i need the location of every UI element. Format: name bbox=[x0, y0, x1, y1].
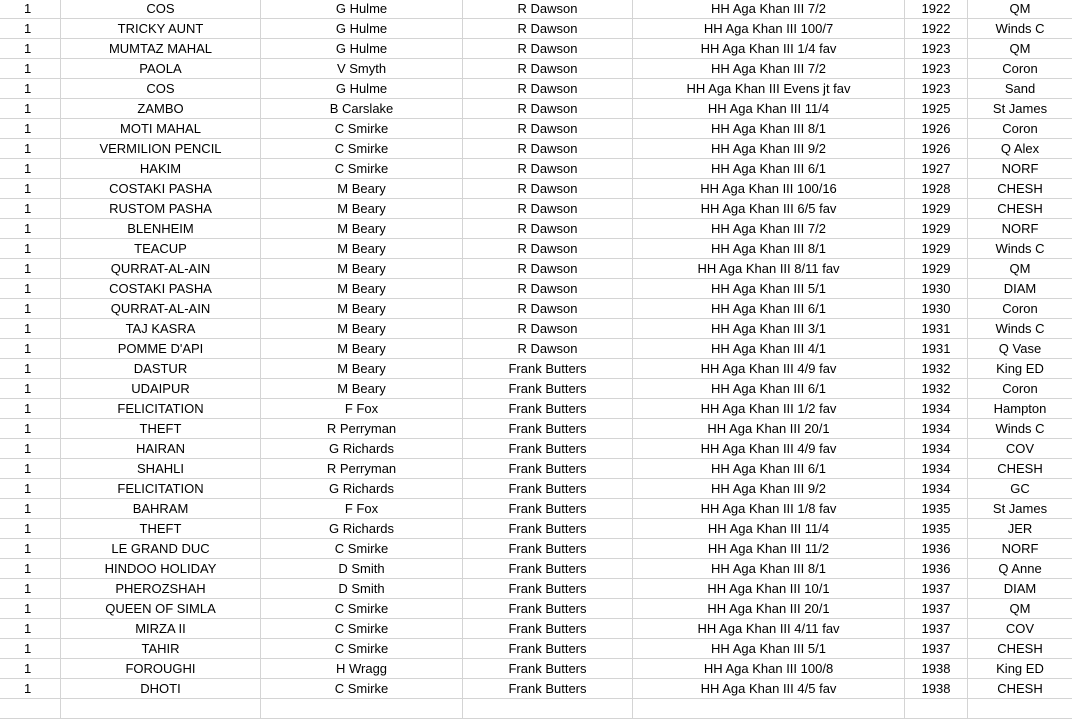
jockey-cell[interactable]: G Hulme bbox=[261, 39, 463, 58]
placing-cell[interactable]: 1 bbox=[0, 159, 61, 178]
year-cell[interactable]: 1923 bbox=[905, 59, 968, 78]
owner-odds-cell[interactable]: HH Aga Khan III 8/1 bbox=[633, 119, 905, 138]
placing-cell[interactable]: 1 bbox=[0, 559, 61, 578]
trainer-cell[interactable]: R Dawson bbox=[463, 259, 633, 278]
owner-odds-cell[interactable]: HH Aga Khan III 1/2 fav bbox=[633, 399, 905, 418]
year-cell[interactable]: 1929 bbox=[905, 239, 968, 258]
table-row bbox=[0, 539, 1072, 559]
owner-odds-cell[interactable]: HH Aga Khan III 6/1 bbox=[633, 299, 905, 318]
horse-cell[interactable]: UDAIPUR bbox=[61, 379, 261, 398]
jockey-cell[interactable]: G Richards bbox=[261, 439, 463, 458]
year-cell[interactable]: 1936 bbox=[905, 539, 968, 558]
jockey-cell[interactable]: C Smirke bbox=[261, 599, 463, 618]
jockey-cell[interactable]: M Beary bbox=[261, 379, 463, 398]
trainer-cell[interactable]: Frank Butters bbox=[463, 479, 633, 498]
year-cell[interactable]: 1931 bbox=[905, 319, 968, 338]
owner-odds-cell[interactable]: HH Aga Khan III 20/1 bbox=[633, 599, 905, 618]
trainer-cell[interactable]: Frank Butters bbox=[463, 559, 633, 578]
horse-cell[interactable]: QUEEN OF SIMLA bbox=[61, 599, 261, 618]
year-cell[interactable]: 1934 bbox=[905, 439, 968, 458]
table-row bbox=[0, 699, 1072, 719]
jockey-cell[interactable]: M Beary bbox=[261, 259, 463, 278]
jockey-cell[interactable]: M Beary bbox=[261, 239, 463, 258]
table-row bbox=[0, 199, 1072, 219]
horse-cell[interactable]: COS bbox=[61, 79, 261, 98]
race-cell[interactable]: QM bbox=[1009, 41, 1031, 56]
trainer-cell[interactable]: R Dawson bbox=[463, 239, 633, 258]
owner-odds-cell[interactable]: HH Aga Khan III 7/2 bbox=[633, 59, 905, 78]
jockey-cell[interactable]: C Smirke bbox=[261, 139, 463, 158]
jockey-cell[interactable]: B Carslake bbox=[261, 99, 463, 118]
table-row bbox=[0, 419, 1072, 439]
horse-cell[interactable]: TAJ KASRA bbox=[61, 319, 261, 338]
placing-cell[interactable] bbox=[0, 699, 61, 718]
placing-cell[interactable]: 1 bbox=[0, 79, 61, 98]
placing-cell[interactable]: 1 bbox=[0, 519, 61, 538]
trainer-cell[interactable]: R Dawson bbox=[463, 279, 633, 298]
horse-cell[interactable]: THEFT bbox=[61, 419, 261, 438]
year-cell[interactable]: 1926 bbox=[905, 119, 968, 138]
jockey-cell[interactable]: M Beary bbox=[261, 179, 463, 198]
trainer-cell[interactable]: R Dawson bbox=[463, 319, 633, 338]
jockey-cell[interactable]: V Smyth bbox=[261, 59, 463, 78]
race-cell[interactable]: Coron bbox=[1002, 61, 1038, 76]
trainer-cell[interactable] bbox=[463, 699, 633, 718]
trainer-cell[interactable]: R Dawson bbox=[463, 19, 633, 38]
race-cell[interactable]: CHESH bbox=[997, 181, 1043, 196]
placing-cell[interactable]: 1 bbox=[0, 479, 61, 498]
placing-cell[interactable]: 1 bbox=[0, 59, 61, 78]
placing-cell[interactable]: 1 bbox=[0, 219, 61, 238]
owner-odds-cell[interactable]: HH Aga Khan III 7/2 bbox=[633, 219, 905, 238]
year-cell[interactable]: 1928 bbox=[905, 179, 968, 198]
jockey-cell[interactable]: C Smirke bbox=[261, 619, 463, 638]
race-cell[interactable]: Coron bbox=[1002, 301, 1038, 316]
jockey-cell[interactable]: C Smirke bbox=[261, 639, 463, 658]
trainer-cell[interactable]: Frank Butters bbox=[463, 519, 633, 538]
race-cell[interactable]: QM bbox=[1009, 1, 1031, 16]
placing-cell[interactable]: 1 bbox=[0, 319, 61, 338]
owner-odds-cell[interactable]: HH Aga Khan III 6/1 bbox=[633, 459, 905, 478]
horse-cell[interactable]: MIRZA II bbox=[61, 619, 261, 638]
placing-cell[interactable]: 1 bbox=[0, 259, 61, 278]
race-cell[interactable]: St James bbox=[992, 101, 1048, 116]
placing-cell[interactable]: 1 bbox=[0, 279, 61, 298]
race-cell[interactable]: NORF bbox=[1001, 161, 1039, 176]
race-cell[interactable]: QM bbox=[1009, 261, 1031, 276]
owner-odds-cell[interactable]: HH Aga Khan III 4/11 fav bbox=[633, 619, 905, 638]
trainer-cell[interactable]: Frank Butters bbox=[463, 499, 633, 518]
race-cell[interactable]: Coron bbox=[1002, 121, 1038, 136]
race-cell[interactable]: Winds C bbox=[995, 241, 1045, 256]
owner-odds-cell[interactable]: HH Aga Khan III 100/8 bbox=[633, 659, 905, 678]
table-row bbox=[0, 0, 1072, 19]
horse-cell[interactable]: FELICITATION bbox=[61, 479, 261, 498]
race-cell[interactable]: Q Vase bbox=[998, 341, 1042, 356]
owner-odds-cell[interactable]: HH Aga Khan III 9/2 bbox=[633, 479, 905, 498]
jockey-cell[interactable]: C Smirke bbox=[261, 539, 463, 558]
table-row bbox=[0, 499, 1072, 519]
race-cell[interactable]: DIAM bbox=[1003, 281, 1037, 296]
table-row bbox=[0, 639, 1072, 659]
jockey-cell[interactable]: C Smirke bbox=[261, 119, 463, 138]
jockey-cell[interactable]: M Beary bbox=[261, 299, 463, 318]
year-cell[interactable]: 1938 bbox=[905, 659, 968, 678]
race-cell[interactable] bbox=[968, 699, 1072, 718]
owner-odds-cell[interactable]: HH Aga Khan III 6/5 fav bbox=[633, 199, 905, 218]
horse-cell[interactable]: VERMILION PENCIL bbox=[61, 139, 261, 158]
horse-cell[interactable]: PAOLA bbox=[61, 59, 261, 78]
jockey-cell[interactable]: M Beary bbox=[261, 339, 463, 358]
table-row bbox=[0, 579, 1072, 599]
jockey-cell[interactable]: M Beary bbox=[261, 319, 463, 338]
table-row bbox=[0, 139, 1072, 159]
placing-cell[interactable]: 1 bbox=[0, 439, 61, 458]
table-row bbox=[0, 39, 1072, 59]
owner-odds-cell[interactable] bbox=[633, 699, 905, 718]
year-cell[interactable]: 1922 bbox=[905, 19, 968, 38]
race-cell[interactable]: Winds C bbox=[995, 421, 1045, 436]
year-cell[interactable]: 1937 bbox=[905, 599, 968, 618]
jockey-cell[interactable]: G Hulme bbox=[261, 19, 463, 38]
horse-cell[interactable]: TRICKY AUNT bbox=[61, 19, 261, 38]
owner-odds-cell[interactable]: HH Aga Khan III 9/2 bbox=[633, 139, 905, 158]
trainer-cell[interactable]: R Dawson bbox=[463, 139, 633, 158]
horse-cell[interactable]: MOTI MAHAL bbox=[61, 119, 261, 138]
table-row bbox=[0, 179, 1072, 199]
jockey-cell[interactable]: M Beary bbox=[261, 219, 463, 238]
horse-cell[interactable]: ZAMBO bbox=[61, 99, 261, 118]
year-cell[interactable]: 1934 bbox=[905, 419, 968, 438]
owner-odds-cell[interactable]: HH Aga Khan III 5/1 bbox=[633, 279, 905, 298]
horse-cell[interactable]: HINDOO HOLIDAY bbox=[61, 559, 261, 578]
race-cell[interactable]: CHESH bbox=[997, 201, 1043, 216]
trainer-cell[interactable]: Frank Butters bbox=[463, 419, 633, 438]
owner-odds-cell[interactable]: HH Aga Khan III 6/1 bbox=[633, 159, 905, 178]
trainer-cell[interactable]: Frank Butters bbox=[463, 439, 633, 458]
race-cell[interactable]: Sand bbox=[1004, 81, 1036, 96]
race-cell[interactable]: NORF bbox=[1001, 541, 1039, 556]
horse-cell[interactable]: FOROUGHI bbox=[61, 659, 261, 678]
horse-cell[interactable]: DHOTI bbox=[61, 679, 261, 698]
table-row bbox=[0, 259, 1072, 279]
horse-cell[interactable]: DASTUR bbox=[61, 359, 261, 378]
trainer-cell[interactable]: R Dawson bbox=[463, 159, 633, 178]
owner-odds-cell[interactable]: HH Aga Khan III 11/4 bbox=[633, 99, 905, 118]
year-cell[interactable]: 1935 bbox=[905, 499, 968, 518]
race-cell[interactable]: CHESH bbox=[997, 641, 1043, 656]
owner-odds-cell[interactable]: HH Aga Khan III Evens jt fav bbox=[633, 79, 905, 98]
year-cell[interactable]: 1923 bbox=[905, 79, 968, 98]
placing-cell[interactable]: 1 bbox=[0, 379, 61, 398]
year-cell[interactable]: 1931 bbox=[905, 339, 968, 358]
horse-cell[interactable]: LE GRAND DUC bbox=[61, 539, 261, 558]
trainer-cell[interactable]: R Dawson bbox=[463, 179, 633, 198]
trainer-cell[interactable]: R Dawson bbox=[463, 99, 633, 118]
year-cell[interactable]: 1929 bbox=[905, 219, 968, 238]
trainer-cell[interactable]: R Dawson bbox=[463, 79, 633, 98]
table-row bbox=[0, 619, 1072, 639]
race-cell[interactable]: NORF bbox=[1001, 221, 1039, 236]
placing-cell[interactable]: 1 bbox=[0, 299, 61, 318]
trainer-cell[interactable]: Frank Butters bbox=[463, 539, 633, 558]
table-row bbox=[0, 59, 1072, 79]
race-cell[interactable]: Hampton bbox=[993, 401, 1047, 416]
table-row bbox=[0, 19, 1072, 39]
placing-cell[interactable]: 1 bbox=[0, 499, 61, 518]
year-cell[interactable]: 1930 bbox=[905, 279, 968, 298]
placing-cell[interactable]: 1 bbox=[0, 419, 61, 438]
placing-cell[interactable]: 1 bbox=[0, 399, 61, 418]
trainer-cell[interactable]: Frank Butters bbox=[463, 599, 633, 618]
owner-odds-cell[interactable]: HH Aga Khan III 10/1 bbox=[633, 579, 905, 598]
table-row bbox=[0, 299, 1072, 319]
owner-odds-cell[interactable]: HH Aga Khan III 4/9 fav bbox=[633, 439, 905, 458]
placing-cell[interactable]: 1 bbox=[0, 199, 61, 218]
table-row bbox=[0, 319, 1072, 339]
horse-cell[interactable]: MUMTAZ MAHAL bbox=[61, 39, 261, 58]
trainer-cell[interactable]: R Dawson bbox=[463, 299, 633, 318]
trainer-cell[interactable]: Frank Butters bbox=[463, 459, 633, 478]
placing-cell[interactable]: 1 bbox=[0, 659, 61, 678]
year-cell[interactable]: 1936 bbox=[905, 559, 968, 578]
table-row bbox=[0, 159, 1072, 179]
race-cell[interactable]: GC bbox=[1010, 481, 1030, 496]
placing-cell[interactable]: 1 bbox=[0, 39, 61, 58]
year-cell[interactable] bbox=[905, 699, 968, 718]
year-cell[interactable]: 1923 bbox=[905, 39, 968, 58]
trainer-cell[interactable]: R Dawson bbox=[463, 219, 633, 238]
year-cell[interactable]: 1937 bbox=[905, 619, 968, 638]
horse-cell[interactable]: RUSTOM PASHA bbox=[61, 199, 261, 218]
horse-cell[interactable] bbox=[61, 699, 261, 718]
owner-odds-cell[interactable]: HH Aga Khan III 7/2 bbox=[633, 0, 905, 18]
race-cell[interactable]: QM bbox=[1009, 601, 1031, 616]
jockey-cell[interactable]: D Smith bbox=[261, 559, 463, 578]
table-row bbox=[0, 599, 1072, 619]
owner-odds-cell[interactable]: HH Aga Khan III 8/11 fav bbox=[633, 259, 905, 278]
placing-cell[interactable]: 1 bbox=[0, 599, 61, 618]
trainer-cell[interactable]: R Dawson bbox=[463, 59, 633, 78]
jockey-cell[interactable]: G Richards bbox=[261, 519, 463, 538]
race-cell[interactable]: Q Alex bbox=[1000, 141, 1040, 156]
table-row bbox=[0, 379, 1072, 399]
horse-cell[interactable]: BAHRAM bbox=[61, 499, 261, 518]
jockey-cell[interactable]: F Fox bbox=[261, 399, 463, 418]
horse-cell[interactable]: COSTAKI PASHA bbox=[61, 179, 261, 198]
owner-odds-cell[interactable]: HH Aga Khan III 4/9 fav bbox=[633, 359, 905, 378]
trainer-cell[interactable]: Frank Butters bbox=[463, 619, 633, 638]
jockey-cell[interactable] bbox=[261, 699, 463, 718]
year-cell[interactable]: 1932 bbox=[905, 359, 968, 378]
placing-cell[interactable]: 1 bbox=[0, 239, 61, 258]
jockey-cell[interactable]: M Beary bbox=[261, 359, 463, 378]
horse-cell[interactable]: THEFT bbox=[61, 519, 261, 538]
jockey-cell[interactable]: G Hulme bbox=[261, 79, 463, 98]
trainer-cell[interactable]: Frank Butters bbox=[463, 659, 633, 678]
horse-cell[interactable]: QURRAT-AL-AIN bbox=[61, 259, 261, 278]
year-cell[interactable]: 1935 bbox=[905, 519, 968, 538]
race-cell[interactable]: DIAM bbox=[1003, 581, 1037, 596]
owner-odds-cell[interactable]: HH Aga Khan III 6/1 bbox=[633, 379, 905, 398]
placing-cell[interactable]: 1 bbox=[0, 459, 61, 478]
jockey-cell[interactable]: M Beary bbox=[261, 279, 463, 298]
race-cell[interactable]: Winds C bbox=[995, 321, 1045, 336]
horse-cell[interactable]: HAIRAN bbox=[61, 439, 261, 458]
race-cell[interactable]: JER bbox=[1007, 521, 1033, 536]
horse-cell[interactable]: COSTAKI PASHA bbox=[61, 279, 261, 298]
horse-cell[interactable]: TEACUP bbox=[61, 239, 261, 258]
placing-cell[interactable]: 1 bbox=[0, 619, 61, 638]
owner-odds-cell[interactable]: HH Aga Khan III 11/4 bbox=[633, 519, 905, 538]
table-row bbox=[0, 519, 1072, 539]
table-row bbox=[0, 99, 1072, 119]
jockey-cell[interactable]: F Fox bbox=[261, 499, 463, 518]
table-row bbox=[0, 659, 1072, 679]
race-cell[interactable]: Coron bbox=[1002, 381, 1038, 396]
table-row bbox=[0, 359, 1072, 379]
year-cell[interactable]: 1937 bbox=[905, 579, 968, 598]
horse-cell[interactable]: SHAHLI bbox=[61, 459, 261, 478]
trainer-cell[interactable]: Frank Butters bbox=[463, 379, 633, 398]
table-row bbox=[0, 79, 1072, 99]
jockey-cell[interactable]: H Wragg bbox=[261, 659, 463, 678]
owner-odds-cell[interactable]: HH Aga Khan III 8/1 bbox=[633, 559, 905, 578]
race-cell[interactable]: King ED bbox=[996, 361, 1044, 376]
horse-cell[interactable]: POMME D'API bbox=[61, 339, 261, 358]
year-cell[interactable]: 1932 bbox=[905, 379, 968, 398]
year-cell[interactable]: 1929 bbox=[905, 259, 968, 278]
owner-odds-cell[interactable]: HH Aga Khan III 1/8 fav bbox=[633, 499, 905, 518]
jockey-cell[interactable]: G Richards bbox=[261, 479, 463, 498]
table-row bbox=[0, 679, 1072, 699]
jockey-cell[interactable]: R Perryman bbox=[261, 419, 463, 438]
jockey-cell[interactable]: R Perryman bbox=[261, 459, 463, 478]
placing-cell[interactable]: 1 bbox=[0, 139, 61, 158]
horse-cell[interactable]: PHEROZSHAH bbox=[61, 579, 261, 598]
race-cell[interactable]: COV bbox=[1005, 441, 1035, 456]
owner-odds-cell[interactable]: HH Aga Khan III 1/4 fav bbox=[633, 39, 905, 58]
horse-cell[interactable]: FELICITATION bbox=[61, 399, 261, 418]
year-cell[interactable]: 1938 bbox=[905, 679, 968, 698]
year-cell[interactable]: 1934 bbox=[905, 459, 968, 478]
table-row bbox=[0, 279, 1072, 299]
jockey-cell[interactable]: D Smith bbox=[261, 579, 463, 598]
race-cell[interactable]: Winds C bbox=[995, 21, 1045, 36]
trainer-cell[interactable]: R Dawson bbox=[463, 39, 633, 58]
race-cell[interactable]: St James bbox=[992, 501, 1048, 516]
trainer-cell[interactable]: Frank Butters bbox=[463, 359, 633, 378]
owner-odds-cell[interactable]: HH Aga Khan III 8/1 bbox=[633, 239, 905, 258]
table-row bbox=[0, 119, 1072, 139]
jockey-cell[interactable]: C Smirke bbox=[261, 159, 463, 178]
horse-cell[interactable]: TAHIR bbox=[61, 639, 261, 658]
placing-cell[interactable]: 1 bbox=[0, 579, 61, 598]
placing-cell[interactable]: 1 bbox=[0, 19, 61, 38]
table-row bbox=[0, 219, 1072, 239]
race-cell[interactable]: CHESH bbox=[997, 681, 1043, 696]
race-cell[interactable]: COV bbox=[1005, 621, 1035, 636]
trainer-cell[interactable]: R Dawson bbox=[463, 0, 633, 18]
year-cell[interactable]: 1929 bbox=[905, 199, 968, 218]
placing-cell[interactable]: 1 bbox=[0, 679, 61, 698]
year-cell[interactable]: 1934 bbox=[905, 479, 968, 498]
race-cell[interactable]: King ED bbox=[996, 661, 1044, 676]
owner-odds-cell[interactable]: HH Aga Khan III 100/16 bbox=[633, 179, 905, 198]
placing-cell[interactable]: 1 bbox=[0, 539, 61, 558]
placing-cell[interactable]: 1 bbox=[0, 0, 61, 18]
owner-odds-cell[interactable]: HH Aga Khan III 4/1 bbox=[633, 339, 905, 358]
year-cell[interactable]: 1922 bbox=[905, 0, 968, 18]
placing-cell[interactable]: 1 bbox=[0, 119, 61, 138]
table-row bbox=[0, 439, 1072, 459]
year-cell[interactable]: 1925 bbox=[905, 99, 968, 118]
trainer-cell[interactable]: R Dawson bbox=[463, 199, 633, 218]
trainer-cell[interactable]: Frank Butters bbox=[463, 579, 633, 598]
year-cell[interactable]: 1930 bbox=[905, 299, 968, 318]
horse-cell[interactable]: COS bbox=[61, 0, 261, 18]
year-cell[interactable]: 1934 bbox=[905, 399, 968, 418]
horse-cell[interactable]: BLENHEIM bbox=[61, 219, 261, 238]
owner-odds-cell[interactable]: HH Aga Khan III 3/1 bbox=[633, 319, 905, 338]
race-cell[interactable]: CHESH bbox=[997, 461, 1043, 476]
placing-cell[interactable]: 1 bbox=[0, 359, 61, 378]
owner-odds-cell[interactable]: HH Aga Khan III 4/5 fav bbox=[633, 679, 905, 698]
table-row bbox=[0, 339, 1072, 359]
jockey-cell[interactable]: G Hulme bbox=[261, 0, 463, 18]
horse-cell[interactable]: HAKIM bbox=[61, 159, 261, 178]
table-row bbox=[0, 559, 1072, 579]
table-row bbox=[0, 399, 1072, 419]
trainer-cell[interactable]: Frank Butters bbox=[463, 639, 633, 658]
owner-odds-cell[interactable]: HH Aga Khan III 5/1 bbox=[633, 639, 905, 658]
placing-cell[interactable]: 1 bbox=[0, 99, 61, 118]
race-cell[interactable]: Q Anne bbox=[998, 561, 1042, 576]
trainer-cell[interactable]: R Dawson bbox=[463, 339, 633, 358]
year-cell[interactable]: 1927 bbox=[905, 159, 968, 178]
jockey-cell[interactable]: C Smirke bbox=[261, 679, 463, 698]
placing-cell[interactable]: 1 bbox=[0, 339, 61, 358]
trainer-cell[interactable]: Frank Butters bbox=[463, 679, 633, 698]
table-row bbox=[0, 459, 1072, 479]
owner-odds-cell[interactable]: HH Aga Khan III 20/1 bbox=[633, 419, 905, 438]
placing-cell[interactable]: 1 bbox=[0, 179, 61, 198]
owner-odds-cell[interactable]: HH Aga Khan III 100/7 bbox=[633, 19, 905, 38]
jockey-cell[interactable]: M Beary bbox=[261, 199, 463, 218]
table-row bbox=[0, 239, 1072, 259]
trainer-cell[interactable]: R Dawson bbox=[463, 119, 633, 138]
table-row bbox=[0, 479, 1072, 499]
trainer-cell[interactable]: Frank Butters bbox=[463, 399, 633, 418]
year-cell[interactable]: 1937 bbox=[905, 639, 968, 658]
placing-cell[interactable]: 1 bbox=[0, 639, 61, 658]
owner-odds-cell[interactable]: HH Aga Khan III 11/2 bbox=[633, 539, 905, 558]
horse-cell[interactable]: QURRAT-AL-AIN bbox=[61, 299, 261, 318]
year-cell[interactable]: 1926 bbox=[905, 139, 968, 158]
